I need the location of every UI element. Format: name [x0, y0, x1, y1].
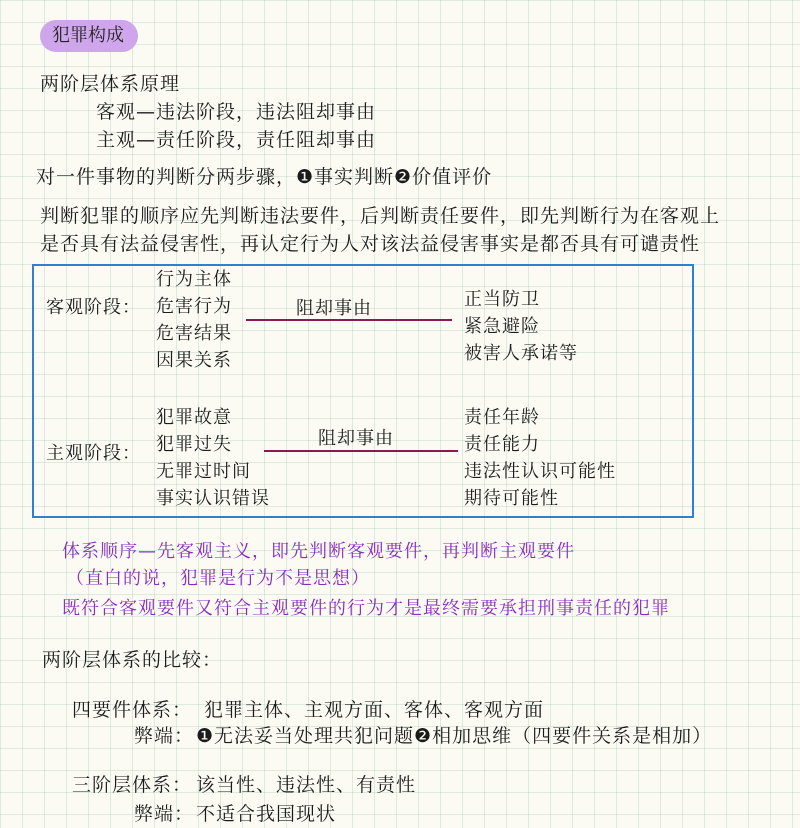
subjective-defense-label: 阻却事由 [318, 428, 394, 449]
note-line-3: 既符合客观要件又符合主观要件的行为才是最终需要承担刑事责任的犯罪 [62, 598, 670, 619]
objective-connector-line [246, 319, 452, 321]
three-tier-drawback-label: 弊端： [134, 803, 195, 825]
objective-element: 危害行为 [156, 296, 232, 317]
subjective-defense: 期待可能性 [464, 488, 559, 509]
subjective-connector-line [264, 450, 458, 452]
subjective-stage-label: 主观阶段： [46, 443, 141, 464]
objective-element: 危害结果 [156, 323, 232, 344]
subjective-summary: 主观—责任阶段，责任阻却事由 [96, 129, 377, 151]
objective-element: 行为主体 [156, 269, 232, 290]
subjective-element: 无罪过时间 [156, 461, 251, 482]
subjective-element: 事实认识错误 [156, 488, 270, 509]
four-element-content: 犯罪主体、主观方面、客体、客观方面 [204, 699, 545, 721]
objective-defense: 被害人承诺等 [464, 343, 578, 364]
page-title: 犯罪构成 [40, 20, 138, 52]
subjective-defense: 违法性认识可能性 [464, 461, 616, 482]
objective-defense: 紧急避险 [464, 316, 540, 337]
four-element-label: 四要件体系： [72, 699, 193, 721]
subjective-element: 犯罪过失 [156, 434, 232, 455]
two-steps-text: 对一件事物的判断分两步骤，❶事实判断❷价值评价 [36, 166, 493, 188]
subjective-defense: 责任年龄 [464, 407, 540, 428]
four-element-drawback: ❶无法妥当处理共犯问题❷相加思维（四要件关系是相加） [196, 725, 713, 747]
subjective-defense: 责任能力 [464, 434, 540, 455]
objective-defense: 正当防卫 [464, 289, 540, 310]
three-tier-label: 三阶层体系： [72, 774, 193, 796]
order-line-2: 是否具有法益侵害性，再认定行为人对该法益侵害事实是都否具有可谴责性 [40, 233, 701, 255]
objective-summary: 客观—违法阶段，违法阻却事由 [96, 101, 377, 123]
note-line-1: 体系顺序—先客观主义，即先判断客观要件，再判断主观要件 [62, 541, 575, 562]
objective-defense-label: 阻却事由 [296, 298, 372, 319]
note-line-2: （直白的说，犯罪是行为不是思想） [66, 568, 370, 589]
three-tier-drawback: 不适合我国现状 [196, 803, 337, 825]
four-element-drawback-label: 弊端： [134, 725, 195, 747]
subjective-element: 犯罪故意 [156, 407, 232, 428]
order-line-1: 判断犯罪的顺序应先判断违法要件，后判断责任要件，即先判断行为在客观上 [40, 205, 721, 227]
comparison-heading: 两阶层体系的比较： [42, 649, 223, 671]
three-tier-content: 该当性、违法性、有责性 [196, 774, 417, 796]
objective-element: 因果关系 [156, 350, 232, 371]
two-tier-heading: 两阶层体系原理 [40, 73, 181, 95]
objective-stage-label: 客观阶段： [46, 297, 141, 318]
